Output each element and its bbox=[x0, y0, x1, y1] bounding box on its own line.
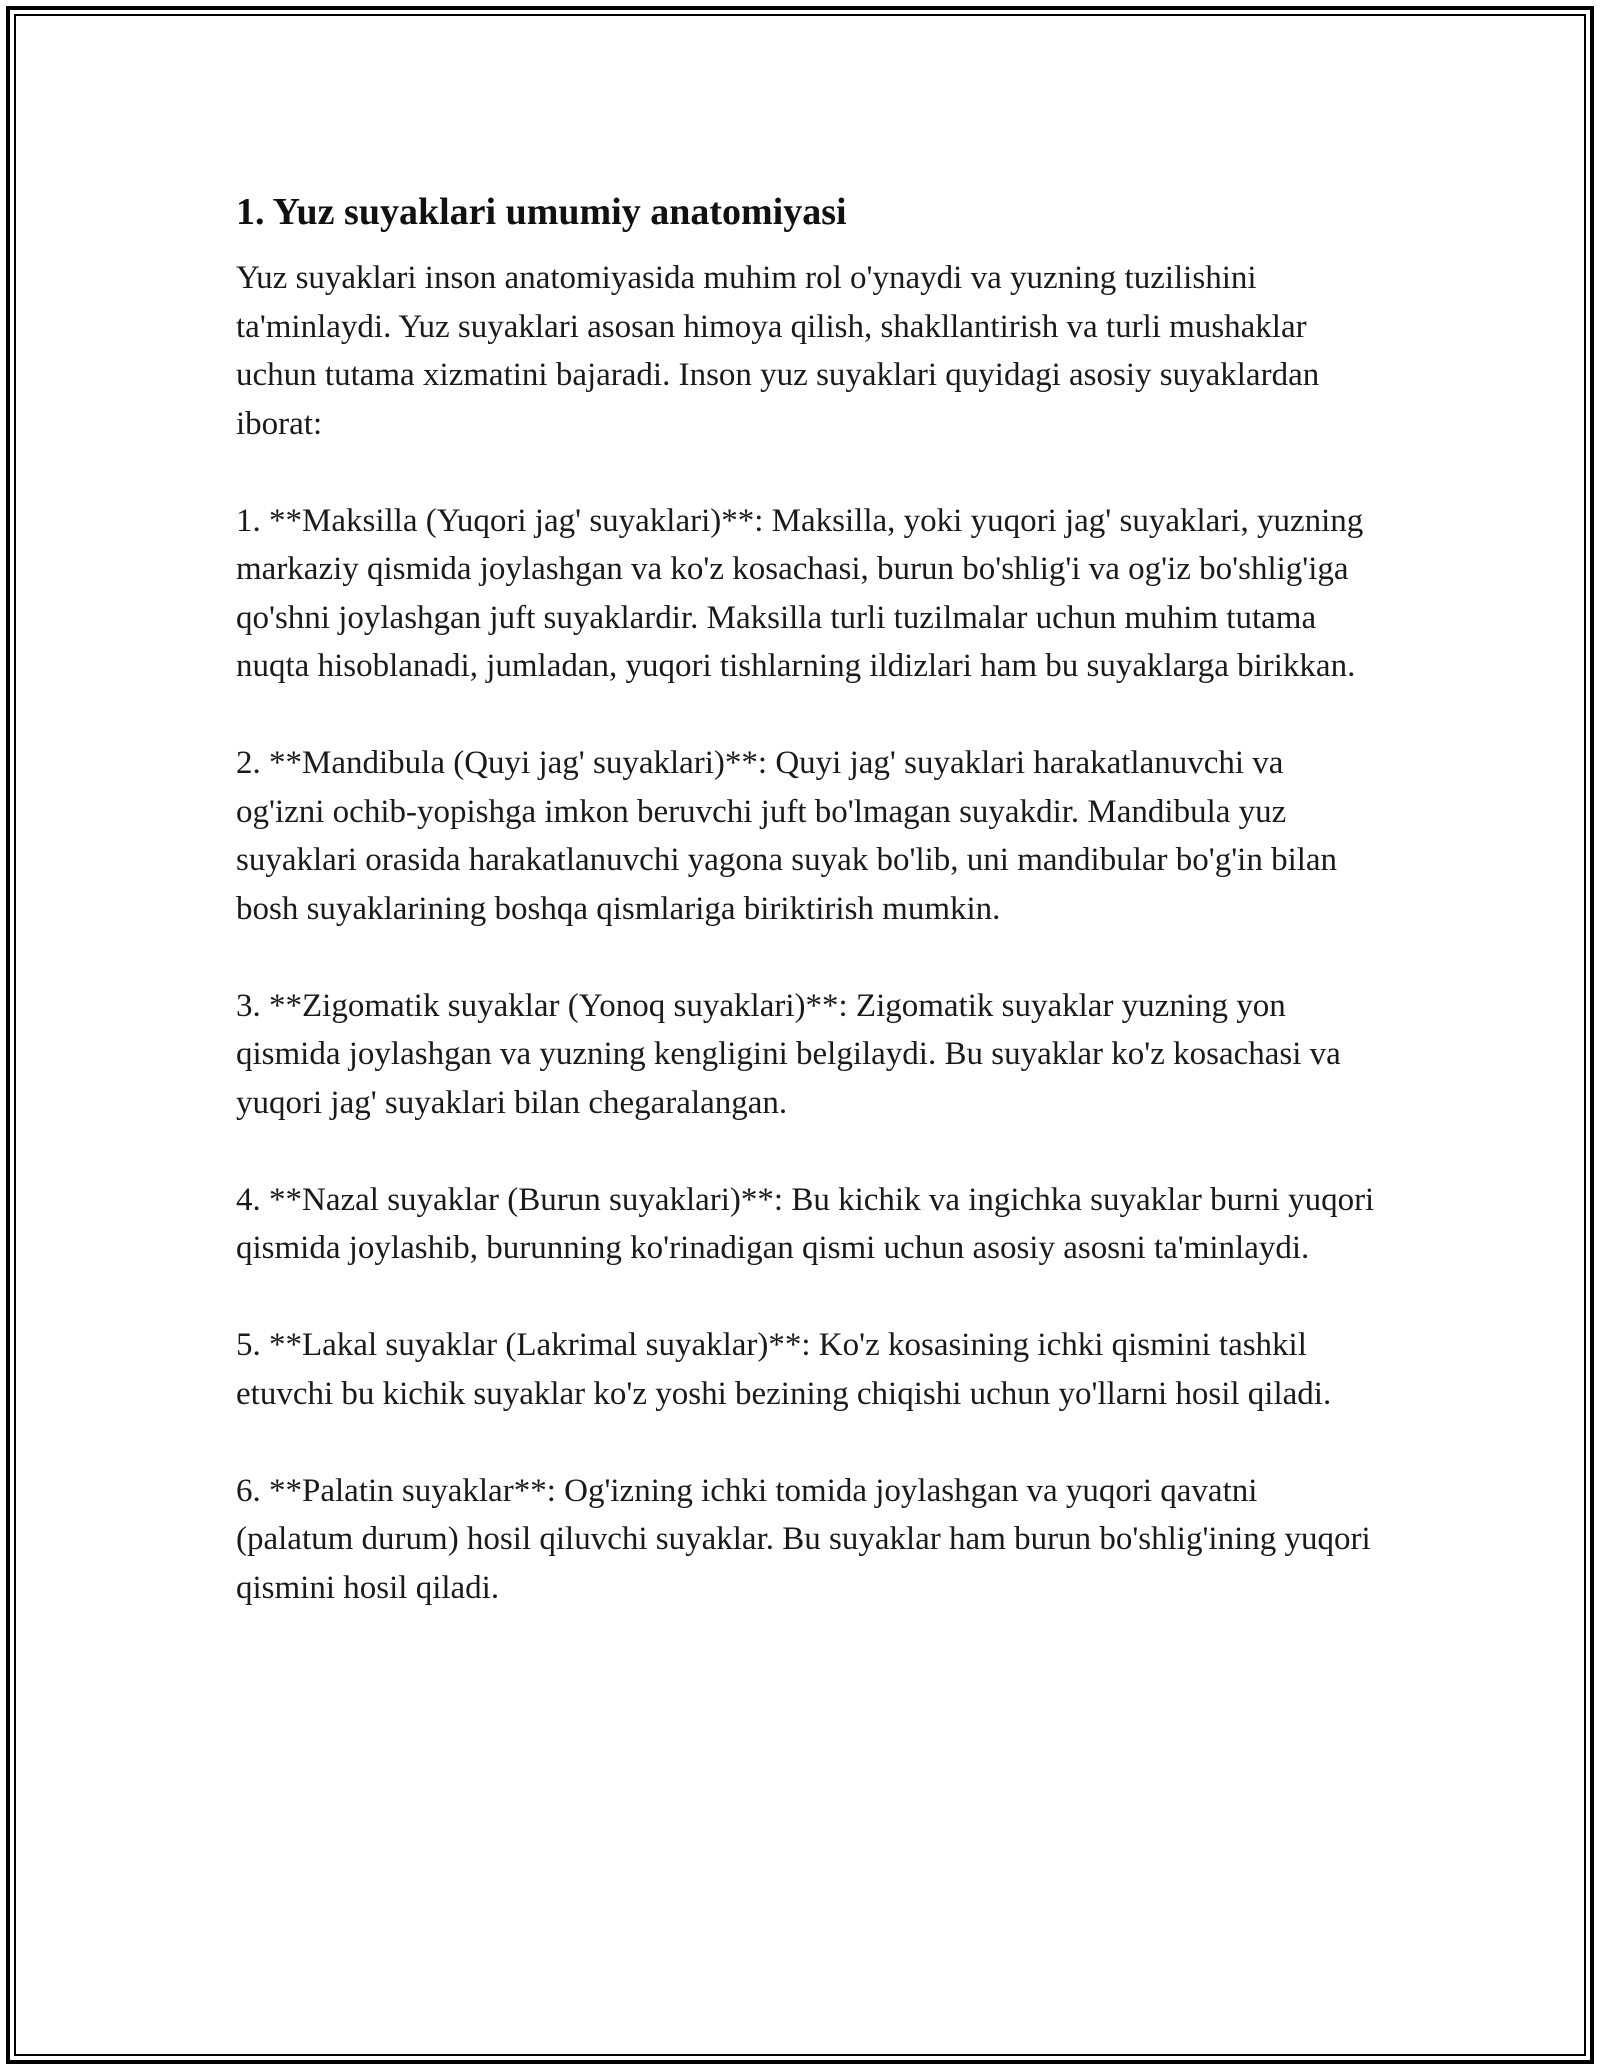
intro-paragraph: Yuz suyaklari inson anatomiyasida muhim rol o'ynaydi va yuzning tuzilishini ta'minlaydi. Yuz suyaklari asosan himoya qilish, shakllantirish va turli mushaklar uchun tutama xizmatini bajaradi. Inson yuz suyaklari quyidagi asosiy suyaklardan iborat: bbox=[236, 260, 1320, 442]
document-body bbox=[236, 186, 1376, 1661]
list-item-zigomatik: 3. **Zigomatik suyaklar (Yonoq suyaklari)**: Zigomatik suyaklar yuzning yon qismida joylashgan va yuzning kengligini belgilaydi. Bu suyaklar ko'z kosachasi va yuqori jag' suyaklari bilan chegaralangan. bbox=[236, 987, 1341, 1121]
list-item-nazal: 4. **Nazal suyaklar (Burun suyaklari)**: Bu kichik va ingichka suyaklar burni yuqori qismida joylashib, burunning ko'rinadigan qismi uchun asosiy asosni ta'minlaydi. bbox=[236, 1181, 1375, 1266]
list-item-mandibula: 2. **Mandibula (Quyi jag' suyaklari)**: Quyi jag' suyaklari harakatlanuvchi va og'izni ochib-yopishga imkon beruvchi juft bo'lmagan suyakdir. Mandibula yuz suyaklari orasida harakatlanuvchi yagona suyak bo'lib, uni mandibular bo'g'in bilan bosh suyaklarining boshqa qismlariga biriktirish mumkin. bbox=[236, 745, 1338, 927]
list-item-maksilla: 1. **Maksilla (Yuqori jag' suyaklari)**: Maksilla, yoki yuqori jag' suyaklari, yuzning markaziy qismida joylashgan va ko'z kosachasi, burun bo'shlig'i va og'iz bo'shlig'iga qo'shni joylashgan juft suyaklardir. Maksilla turli tuzilmalar uchun muhim tutama nuqta hisoblanadi, jumladan, yuqori tishlarning ildizlari ham bu suyaklarga birikkan. bbox=[236, 502, 1364, 684]
list-item-palatin: 6. **Palatin suyaklar**: Og'izning ichki tomida joylashgan va yuqori qavatni (palatum durum) hosil qiluvchi suyaklar. Bu suyaklar ham burun bo'shlig'ining yuqori qismini hosil qiladi. bbox=[236, 1472, 1371, 1606]
list-item-lakal: 5. **Lakal suyaklar (Lakrimal suyaklar)**: Ko'z kosasining ichki qismini tashkil etuvchi bu kichik suyaklar ko'z yoshi bezining chiqishi uchun yo'llarni hosil qiladi. bbox=[236, 1327, 1332, 1412]
section-heading: 1. Yuz suyaklari umumiy anatomiyasi bbox=[236, 191, 847, 233]
